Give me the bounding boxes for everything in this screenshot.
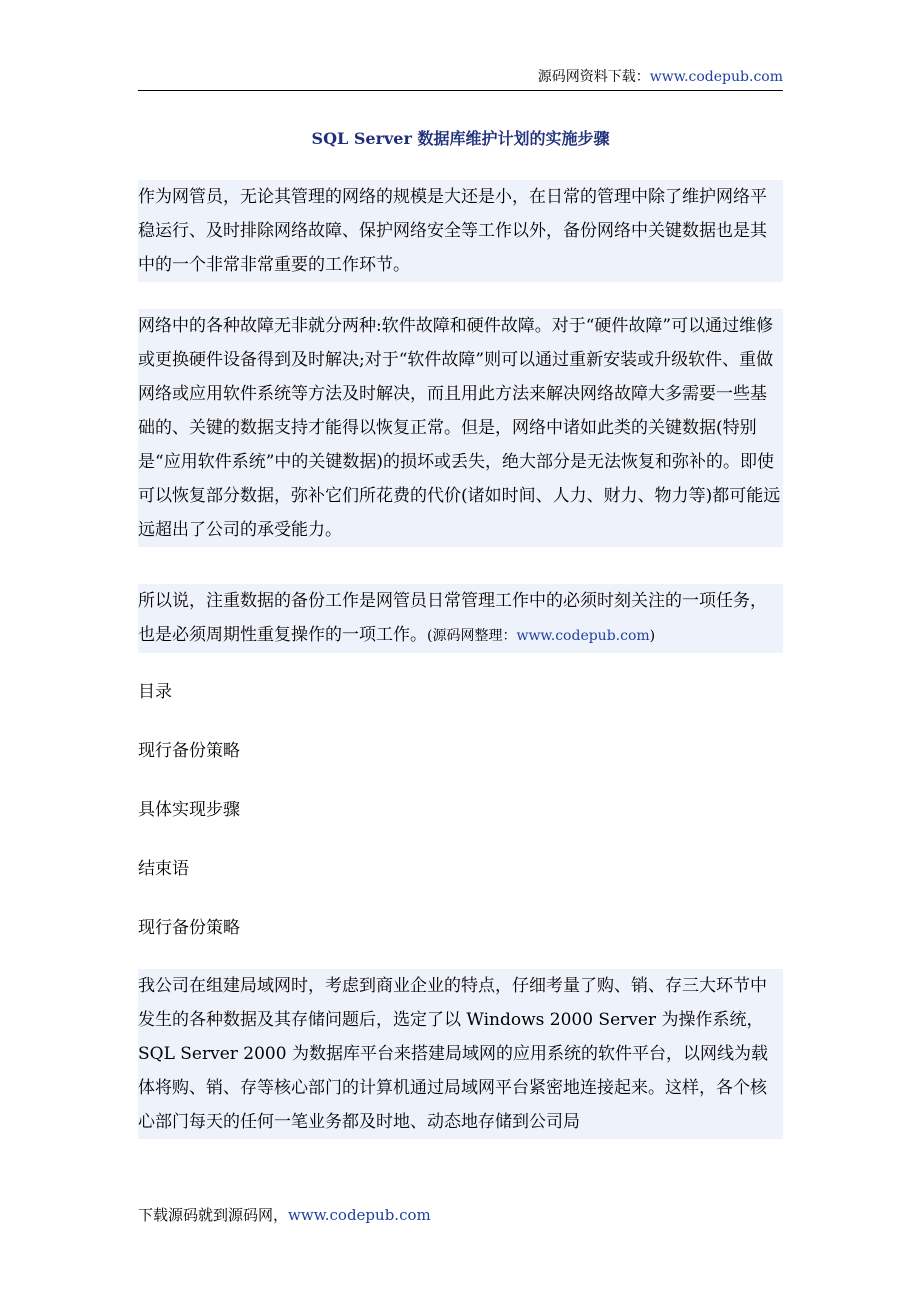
section-heading: 现行备份策略 [138, 918, 240, 938]
page-title: SQL Server 数据库维护计划的实施步骤 [311, 129, 610, 148]
toc-item-conclusion[interactable]: 结束语 [138, 859, 189, 879]
toc-heading: 目录 [138, 682, 172, 702]
header-link[interactable]: www.codepub.com [649, 69, 783, 85]
page-header [138, 64, 783, 91]
paragraph-2: 网络中的各种故障无非就分两种:软件故障和硬件故障。对于“硬件故障”可以通过维修或更换硬件设备得到及时解决;对于“软件故障”则可以通过重新安装或升级软件、重做网络或应用软件系统等方法及时解决，而且用此方法来解决网络故障大多需要一些基础的、关键的数据支持才能得以恢复正常。但是，网络中诸如此类的关键数据(特别是“应用软件系统”中的关键数据)的损坏或丢失，绝大部分是无法恢复和弥补的。即使可以恢复部分数据，弥补它们所花费的代价(诸如时间、人力、财力、物力等)都可能远远超出了公司的承受能力。 [138, 316, 781, 540]
source-note-suffix: ) [649, 628, 656, 644]
paragraph-3 [138, 584, 783, 653]
source-note-prefix: (源码网整理： [427, 628, 517, 644]
toc-item-implementation-steps[interactable]: 具体实现步骤 [138, 800, 240, 820]
body-paragraph [138, 969, 783, 1139]
page-footer [138, 1205, 431, 1225]
source-note [427, 628, 655, 644]
source-note-link[interactable]: www.codepub.com [516, 628, 650, 644]
faults-paragraph [138, 309, 783, 547]
header-label: 源码网资料下载： [537, 69, 650, 85]
paragraph-1: 作为网管员，无论其管理的网络的规模是大还是小，在日常的管理中除了维护网络平稳运行、及时排除网络故障、保护网络安全等工作以外，备份网络中关键数据也是其中的一个非常非常重要的工作环节。 [138, 187, 767, 275]
footer-link[interactable]: www.codepub.com [288, 1206, 431, 1224]
summary-paragraph [138, 584, 783, 653]
footer-label: 下载源码就到源码网， [138, 1206, 289, 1224]
intro-paragraph [138, 180, 783, 282]
paragraph-3-text: 所以说，注重数据的备份工作是网管员日常管理工作中的必须时刻关注的一项任务，也是必须周期性重复操作的一项工作。 [138, 591, 767, 645]
paragraph-4: 我公司在组建局域网时，考虑到商业企业的特点，仔细考量了购、销、存三大环节中发生的各种数据及其存储问题后，选定了以 Windows 2000 Server 为操作系统，SQL Server 2000 为数据库平台来搭建局域网的应用系统的软件平台，以网线为载体将购、销、存等核心部门的计算机通过局域网平台紧密地连接起来。这样，各个核心部门每天的任何一笔业务都及时地、动态地存储到公司局 [138, 976, 768, 1132]
toc-item-backup-strategy[interactable]: 现行备份策略 [138, 741, 240, 761]
